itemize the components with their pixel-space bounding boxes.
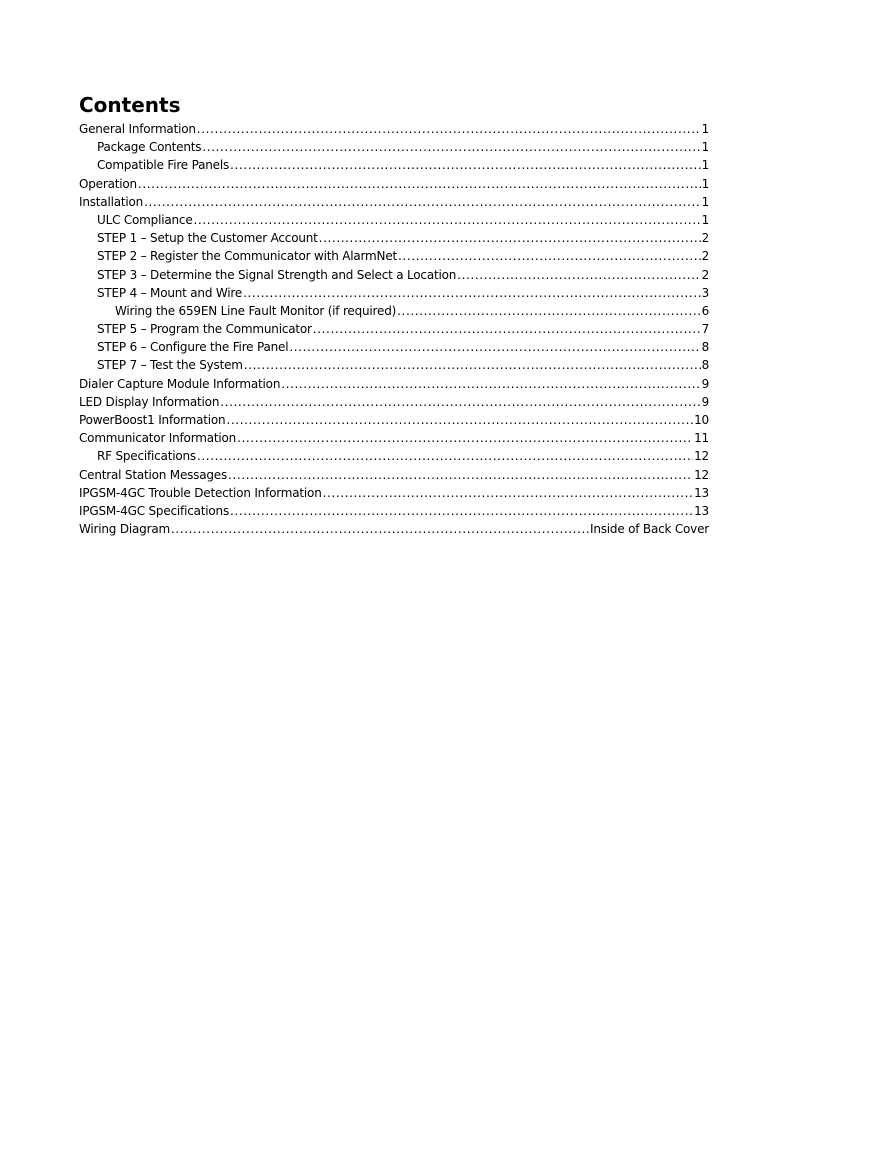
toc-entry-label: PowerBoost1 Information bbox=[79, 413, 226, 427]
toc-entry-page-number: 9 bbox=[701, 394, 709, 409]
toc-entry-label: STEP 2 – Register the Communicator with AlarmNet bbox=[97, 249, 398, 264]
toc-entry[interactable] bbox=[79, 522, 709, 540]
toc-dot-leader bbox=[220, 395, 700, 409]
toc-dot-leader bbox=[397, 304, 700, 318]
toc-entry-page-number: 12 bbox=[694, 467, 709, 482]
toc-dot-leader bbox=[398, 249, 701, 263]
toc-dot-leader bbox=[313, 322, 701, 336]
toc-entry-label: STEP 5 – Program the Communicator bbox=[97, 322, 312, 337]
toc-entry-label: STEP 4 – Mount and Wire bbox=[97, 285, 243, 300]
toc-entry-page-number: 7 bbox=[701, 322, 709, 337]
toc-entry[interactable] bbox=[79, 249, 709, 267]
toc-entry[interactable] bbox=[79, 213, 709, 231]
toc-entry-label: Wiring Diagram bbox=[79, 522, 170, 537]
toc-entry-label: STEP 6 – Configure the Fire Panel bbox=[97, 340, 289, 355]
toc-entry[interactable] bbox=[79, 358, 709, 376]
toc-entry[interactable] bbox=[79, 268, 709, 286]
toc-dot-leader bbox=[244, 358, 701, 372]
toc-entry[interactable] bbox=[79, 377, 709, 395]
toc-dot-leader bbox=[281, 377, 700, 391]
toc-entry[interactable] bbox=[79, 504, 709, 522]
toc-entry-page-number: 1 bbox=[701, 122, 709, 136]
toc-entry-label: Compatible Fire Panels bbox=[97, 158, 230, 173]
toc-entry[interactable] bbox=[79, 286, 709, 304]
toc-entry-page-number: 1 bbox=[701, 176, 709, 191]
toc-entry[interactable] bbox=[79, 431, 709, 449]
toc-dot-leader bbox=[243, 286, 701, 300]
toc-entry-page-number: 1 bbox=[701, 158, 709, 173]
toc-entry-page-number: Inside of Back Cover bbox=[589, 522, 709, 537]
toc-entry-page-number: 1 bbox=[701, 140, 709, 155]
toc-dot-leader bbox=[228, 468, 693, 482]
toc-dot-leader bbox=[319, 231, 701, 245]
toc-entry-page-number: 1 bbox=[701, 194, 709, 209]
toc-entry-page-number: 13 bbox=[694, 485, 709, 500]
toc-entry-page-number: 1 bbox=[701, 212, 709, 227]
toc-entry-label: Installation bbox=[79, 194, 144, 209]
table-of-contents bbox=[79, 122, 709, 540]
toc-entry-label: ULC Compliance bbox=[97, 212, 193, 227]
toc-entry[interactable] bbox=[79, 322, 709, 340]
toc-entry-page-number: 13 bbox=[694, 503, 709, 518]
toc-entry-label: Operation bbox=[79, 176, 137, 191]
toc-entry[interactable] bbox=[79, 413, 709, 431]
toc-entry-label: Communicator Information bbox=[79, 431, 237, 446]
toc-dot-leader bbox=[230, 158, 701, 172]
toc-dot-leader bbox=[197, 449, 693, 463]
toc-entry-label: STEP 1 – Setup the Customer Account bbox=[97, 231, 318, 246]
toc-entry-page-number: 6 bbox=[701, 303, 709, 318]
toc-entry[interactable] bbox=[79, 395, 709, 413]
toc-entry[interactable] bbox=[79, 140, 709, 158]
toc-dot-leader bbox=[202, 140, 700, 154]
toc-entry-page-number: 9 bbox=[701, 376, 709, 391]
toc-entry-label: RF Specifications bbox=[97, 449, 196, 464]
toc-entry-label: STEP 7 – Test the System bbox=[97, 358, 243, 373]
toc-dot-leader bbox=[230, 504, 693, 518]
toc-entry-page-number: 8 bbox=[701, 340, 709, 355]
toc-entry-label: Dialer Capture Module Information bbox=[79, 376, 281, 391]
toc-entry-page-number: 12 bbox=[694, 449, 709, 464]
toc-dot-leader bbox=[237, 431, 693, 445]
toc-entry-label: Wiring the 659EN Line Fault Monitor (if required) bbox=[115, 303, 397, 318]
toc-entry-page-number: 11 bbox=[694, 431, 709, 446]
page-title: Contents bbox=[79, 93, 181, 117]
toc-entry[interactable] bbox=[79, 177, 709, 195]
toc-entry-page-number: 2 bbox=[701, 249, 709, 264]
toc-dot-leader bbox=[289, 340, 700, 354]
toc-dot-leader bbox=[323, 486, 694, 500]
toc-dot-leader bbox=[457, 268, 700, 282]
toc-entry-page-number: 10 bbox=[694, 413, 709, 427]
toc-dot-leader bbox=[194, 213, 701, 227]
toc-entry-page-number: 2 bbox=[701, 231, 709, 246]
toc-dot-leader bbox=[197, 122, 701, 136]
toc-entry-label: LED Display Information bbox=[79, 394, 220, 409]
toc-entry[interactable] bbox=[79, 231, 709, 249]
toc-entry-label: IPGSM-4GC Specifications bbox=[79, 503, 229, 518]
toc-dot-leader bbox=[226, 413, 693, 427]
toc-entry-page-number: 2 bbox=[701, 267, 709, 282]
toc-entry[interactable] bbox=[79, 486, 709, 504]
toc-entry-page-number: 3 bbox=[701, 285, 709, 300]
toc-entry-page-number: 8 bbox=[701, 358, 709, 373]
toc-entry[interactable] bbox=[79, 158, 709, 176]
toc-entry-label: Package Contents bbox=[97, 140, 202, 155]
toc-entry[interactable] bbox=[79, 468, 709, 486]
toc-entry[interactable] bbox=[79, 122, 709, 140]
toc-dot-leader bbox=[144, 195, 700, 209]
toc-dot-leader bbox=[171, 522, 589, 536]
toc-entry[interactable] bbox=[79, 195, 709, 213]
toc-entry[interactable] bbox=[79, 340, 709, 358]
toc-entry[interactable] bbox=[79, 304, 709, 322]
toc-entry-label: STEP 3 – Determine the Signal Strength and Select a Location bbox=[97, 267, 457, 282]
toc-entry[interactable] bbox=[79, 449, 709, 467]
toc-entry-label: Central Station Messages bbox=[79, 467, 228, 482]
toc-entry-label: General Information bbox=[79, 122, 196, 136]
toc-entry-label: IPGSM-4GC Trouble Detection Information bbox=[79, 485, 322, 500]
toc-dot-leader bbox=[138, 177, 701, 191]
